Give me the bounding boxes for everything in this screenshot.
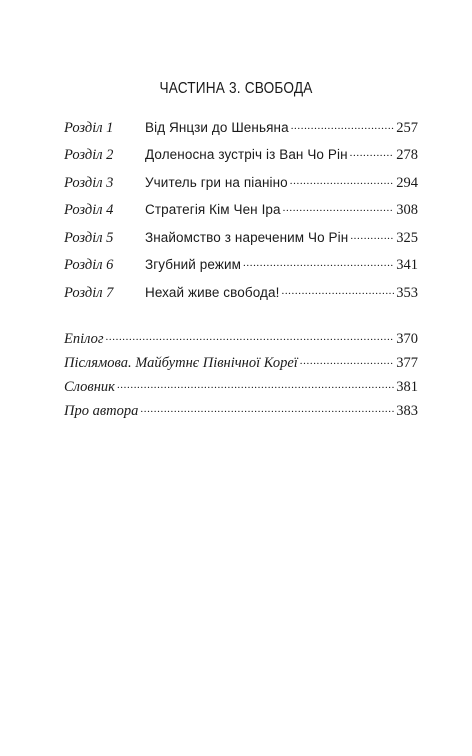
chapter-label: Розділ 6 bbox=[64, 257, 114, 273]
back-matter-title: Словник bbox=[64, 379, 115, 395]
dot-leader bbox=[283, 200, 395, 214]
chapter-title: Учитель гри на піаніно bbox=[145, 175, 288, 190]
chapter-title: Нехай живе свобода! bbox=[145, 285, 280, 300]
toc-entry-about-author bbox=[64, 401, 418, 421]
dot-leader bbox=[350, 228, 394, 242]
toc-entry-glossary bbox=[64, 377, 418, 397]
page-number: 370 bbox=[396, 331, 418, 347]
back-matter-title: Епілог bbox=[64, 331, 104, 347]
page-number: 383 bbox=[396, 403, 418, 419]
chapter-label: Розділ 2 bbox=[64, 147, 114, 163]
chapter-label: Розділ 1 bbox=[64, 120, 114, 136]
page-number: 341 bbox=[396, 257, 418, 273]
page-number: 325 bbox=[396, 230, 418, 246]
dot-leader bbox=[350, 145, 395, 159]
dot-leader bbox=[300, 353, 394, 367]
dot-leader bbox=[281, 283, 394, 297]
page-number: 278 bbox=[396, 147, 418, 163]
page-number: 353 bbox=[396, 285, 418, 301]
chapter-label: Розділ 4 bbox=[64, 202, 114, 218]
part-title: ЧАСТИНА 3. СВОБОДА bbox=[159, 80, 313, 97]
chapter-title: Знайомство з нареченим Чо Рін bbox=[145, 230, 349, 245]
chapter-title: Доленосна зустріч із Ван Чо Рін bbox=[145, 147, 348, 162]
toc-entry-chapter-4 bbox=[64, 200, 418, 220]
page-number: 377 bbox=[396, 355, 418, 371]
toc-entry-chapter-3 bbox=[64, 173, 418, 193]
toc-entry-chapter-6 bbox=[64, 255, 418, 275]
toc-entry-chapter-2 bbox=[64, 145, 418, 165]
toc-entry-epilogue bbox=[64, 329, 418, 349]
back-matter-title: Про автора bbox=[64, 403, 139, 419]
chapter-label: Розділ 7 bbox=[64, 285, 114, 301]
chapter-label: Розділ 3 bbox=[64, 175, 114, 191]
dot-leader bbox=[243, 255, 394, 269]
toc-entry-afterword bbox=[64, 353, 418, 373]
page-number: 381 bbox=[396, 379, 418, 395]
toc-entry-chapter-1 bbox=[64, 118, 418, 138]
toc-entry-chapter-5 bbox=[64, 228, 418, 248]
chapter-title: Стратегія Кім Чен Іра bbox=[145, 202, 281, 217]
chapter-title: Згубний режим bbox=[145, 257, 242, 272]
chapter-title: Від Янцзи до Шеньяна bbox=[145, 120, 289, 135]
toc-entry-chapter-7 bbox=[64, 283, 418, 303]
back-matter-title: Післямова. Майбутнє Північної Кореї bbox=[64, 355, 298, 371]
page-number: 308 bbox=[396, 202, 418, 218]
dot-leader bbox=[140, 401, 394, 415]
dot-leader bbox=[117, 377, 394, 391]
dot-leader bbox=[106, 329, 395, 343]
dot-leader bbox=[291, 118, 395, 132]
page-number: 257 bbox=[396, 120, 418, 136]
chapter-label: Розділ 5 bbox=[64, 230, 114, 246]
page-number: 294 bbox=[396, 175, 418, 191]
dot-leader bbox=[290, 173, 394, 187]
